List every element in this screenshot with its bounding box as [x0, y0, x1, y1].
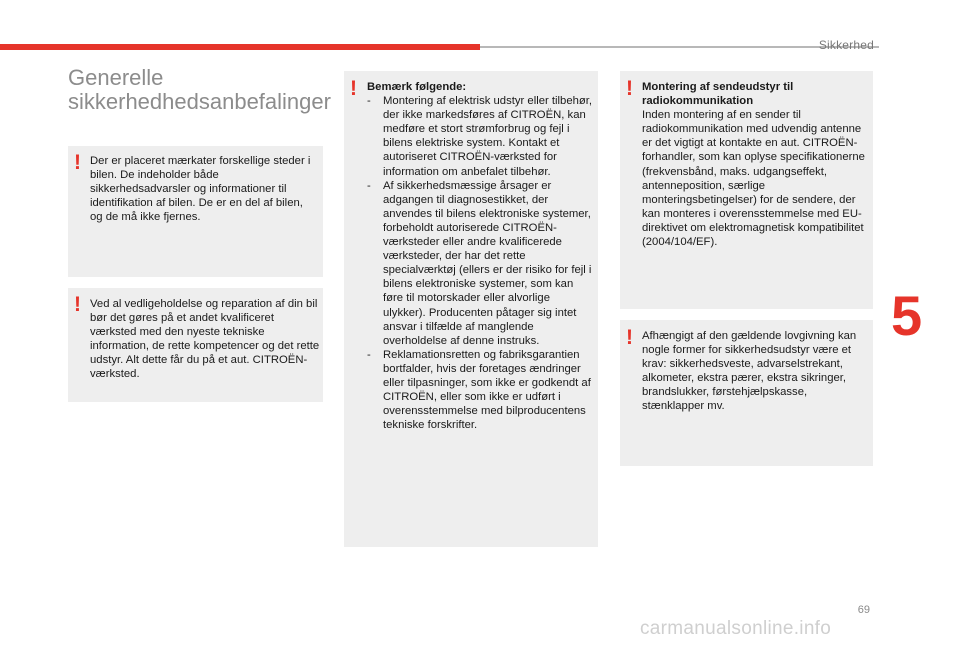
- bullet-text: Montering af elektrisk udstyr eller tilbehør, der ikke markedsføres af CITROËN, kan medføre et stort strømforbrug og fejl i bilens elektriske system. Kontakt et autoriseret CITROËN-værksted for information om anbefalet tilbehør.: [383, 95, 593, 178]
- warning-text-equipment: [642, 329, 868, 414]
- warning-icon: !: [74, 151, 81, 174]
- radio-paragraph: Inden montering af en sender til radiokommunikation med udvendig antenne er det vigtigt at kontakte en aut. CITROËN-forhandler, som kan oplyse specifikationerne (frekvensbånd, maks. udgangseffekt, antenneposition, særlige monteringsbetingelser) for de sendere, der kan monteres i overensstemmelse med EU-direktivet om elektromagnetisk kompatibilitet (2004/104/EF).: [642, 109, 865, 249]
- warning-icon: !: [626, 326, 633, 349]
- warning-icon: !: [626, 77, 633, 100]
- bullet-text: Reklamationsretten og fabriksgarantien bortfalder, hvis der foretages ændringer eller tilpasninger, som ikke er godkendt af CITROËN, eller som ikke er udført i overensstemmelse med bilproducentens tekniske forskrifter.: [383, 348, 591, 432]
- page-title: [68, 66, 338, 114]
- radio-heading: Montering af sendeudstyr til radiokommunikation: [642, 81, 794, 108]
- warning-paragraph: Ved al vedligeholdelse og reparation af din bil bør det gøres på et andet kvalificeret værksted med den nyeste tekniske information, de rette kompetencer og det rette udstyr. Alt dette får du på et aut. CITROËN-værksted.: [90, 298, 320, 381]
- notes-heading: Bemærk følgende:: [367, 81, 467, 93]
- warning-text-maintenance: [90, 297, 320, 382]
- bullet-dash: -: [367, 179, 371, 192]
- warning-text-notes: [367, 80, 595, 432]
- equipment-paragraph: Afhængigt af den gældende lovgivning kan nogle former for sikkerhedsudstyr være et krav: sikkerhedsveste, advarselstrekant, alkometer, ekstra pærer, ekstra sikringer, brandslukker, førstehjælpskasse, stænklapper mv.: [642, 330, 857, 413]
- page-title-line-1: Generelle: [68, 65, 164, 90]
- section-title: Sikkerhed: [818, 38, 874, 52]
- warning-text-radio: [642, 80, 870, 249]
- warning-text-labels: [90, 154, 318, 224]
- header-accent-bar: [0, 44, 480, 50]
- warning-paragraph: Der er placeret mærkater forskellige steder i bilen. De indeholder både sikkerhedsadvarsler og informationer til identifikation af bilen. De er en del af bilen, og de må ikke fjernes.: [90, 155, 311, 224]
- list-item: [367, 179, 595, 348]
- chapter-number: 5: [891, 284, 923, 347]
- list-item: [367, 94, 595, 179]
- bullet-dash: -: [367, 95, 371, 108]
- bullet-dash: -: [367, 348, 371, 361]
- bullet-text: Af sikkerhedsmæssige årsager er adgangen til diagnosestikket, der anvendes til bilens elektroniske systemer, forbeholdt autoriserede CITROËN-værksteder eller andre kvalificerede værksteder, der har det rette specialværktøj (ellers er der risiko for fejl i bilens elektroniske systemer, som kan føre til motorskader eller alvorlige ulykker). Producenten påtager sig intet ansvar i tilfælde af manglende overholdelse af denne instruks.: [383, 179, 592, 347]
- warning-icon: !: [350, 77, 357, 100]
- watermark: carmanualsonline.info: [640, 618, 832, 639]
- page-number: 69: [857, 604, 870, 616]
- list-item: [367, 348, 595, 433]
- warning-icon: !: [74, 293, 81, 316]
- page-title-line-2: sikkerhedhedsanbefalinger: [68, 89, 331, 114]
